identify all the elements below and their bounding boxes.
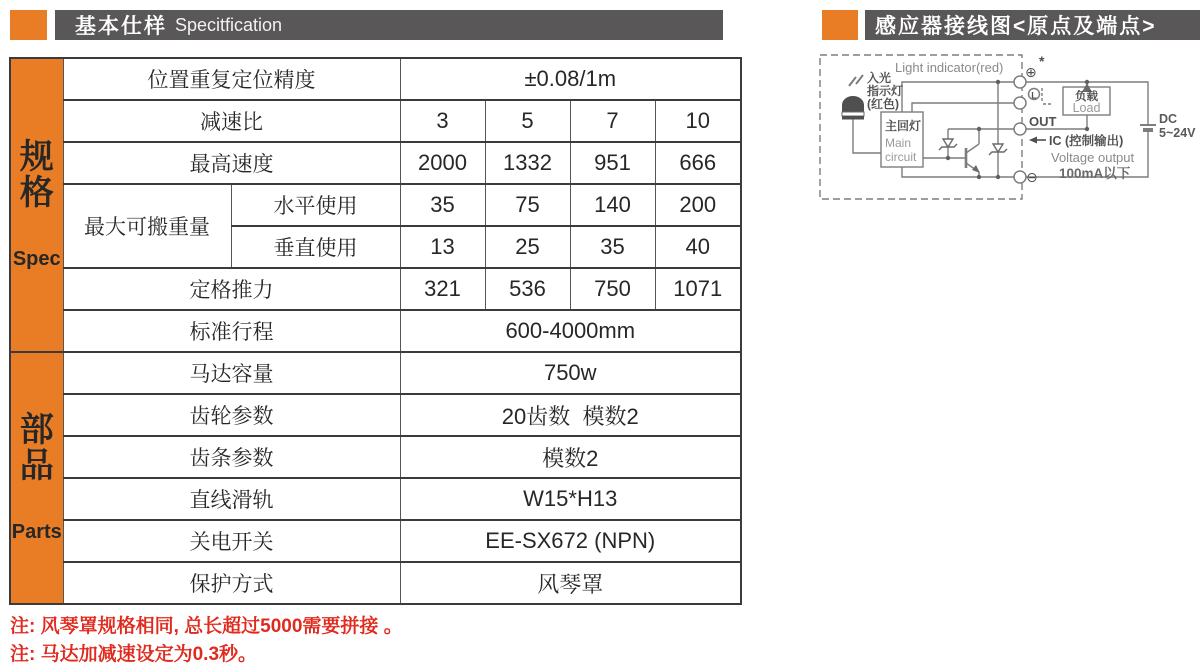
- band-parts-zh: 部品: [19, 410, 54, 485]
- row-value: 600-4000mm: [400, 310, 741, 352]
- row-value: 140: [570, 184, 655, 226]
- table-row: [10, 478, 741, 520]
- row-value: 75: [485, 184, 570, 226]
- table-row: [10, 436, 741, 478]
- row-value: 40: [655, 226, 741, 268]
- led-label: 指示灯: [867, 84, 904, 98]
- current-limit-label: 100mA以下: [1059, 166, 1131, 181]
- table-row: [10, 58, 741, 100]
- zener-diode-icon: [993, 144, 1003, 152]
- zener-diode-icon: [943, 139, 953, 147]
- table-row: [10, 562, 741, 604]
- row-value: 951: [570, 142, 655, 184]
- row-label: 齿条参数: [63, 436, 400, 478]
- row-value: 750w: [400, 352, 741, 394]
- led-indicator-icon: [842, 96, 864, 120]
- terminal-minus-symbol: ⊖: [1026, 169, 1038, 185]
- row-value: 35: [400, 184, 485, 226]
- table-row: [10, 310, 741, 352]
- wiring-header-title: 感应器接线图<原点及端点>: [875, 15, 1157, 38]
- row-label: 齿轮参数: [63, 394, 400, 436]
- row-value: EE-SX672 (NPN): [400, 520, 741, 562]
- row-value: 666: [655, 142, 741, 184]
- row-label: 马达容量: [63, 352, 400, 394]
- terminal-out-circle: [1014, 123, 1026, 135]
- row-value: 13: [400, 226, 485, 268]
- row-label: 位置重复定位精度: [63, 58, 400, 100]
- row-value: 25: [485, 226, 570, 268]
- row-value: 7: [570, 100, 655, 142]
- light-indicator-label: Light indicator(red): [895, 60, 1004, 75]
- terminal-l-circle: [1014, 97, 1026, 109]
- spec-header-bar: [55, 10, 723, 40]
- band-parts-en: Parts: [11, 521, 62, 544]
- sidebar-band-spec: [10, 58, 63, 352]
- dc-label: DC: [1159, 112, 1178, 126]
- row-value: 10: [655, 100, 741, 142]
- terminal-l-symbol: L: [1031, 90, 1037, 101]
- row-label: 最高速度: [63, 142, 400, 184]
- led-label: 入光: [867, 71, 892, 85]
- row-label: 保护方式: [63, 562, 400, 604]
- row-value: W15*H13: [400, 478, 741, 520]
- row-value: 模数2: [400, 436, 741, 478]
- wiring-header-bar: [865, 10, 1200, 40]
- table-row: [10, 268, 741, 310]
- table-row: [10, 184, 741, 226]
- emitter-arrow: [972, 165, 980, 173]
- band-spec-en: Spec: [12, 248, 61, 271]
- spec-table: [9, 57, 742, 605]
- footnotes: [10, 613, 403, 669]
- row-label: 最大可搬重量: [63, 184, 231, 268]
- row-value: 风琴罩: [400, 562, 741, 604]
- row-sublabel: 水平使用: [231, 184, 400, 226]
- row-value: 536: [485, 268, 570, 310]
- row-label: 定格推力: [63, 268, 400, 310]
- ic-arrow: [1029, 137, 1037, 144]
- row-value: 200: [655, 184, 741, 226]
- light-ray-icon: [856, 75, 863, 84]
- row-value: 321: [400, 268, 485, 310]
- row-label: 减速比: [63, 100, 400, 142]
- table-row: [10, 520, 741, 562]
- row-label: 标准行程: [63, 310, 400, 352]
- row-value: 20齿数 模数2: [400, 394, 741, 436]
- main-circuit-label-en: Main: [885, 136, 912, 150]
- spec-header-title-en: Specitfication: [175, 14, 283, 35]
- ic-output-label: IC (控制输出): [1049, 134, 1124, 148]
- sidebar-band-parts: [10, 352, 63, 604]
- load-label-en: Load: [1072, 101, 1101, 115]
- row-value: 1071: [655, 268, 741, 310]
- row-value: 2000: [400, 142, 485, 184]
- row-value: 750: [570, 268, 655, 310]
- table-row: [10, 100, 741, 142]
- out-label: OUT: [1029, 114, 1057, 129]
- wiring-diagram: [815, 50, 1200, 255]
- led-label: (红色): [867, 97, 899, 111]
- wiring-header-accent-square: [822, 10, 858, 40]
- spec-header-accent-square: [10, 10, 47, 40]
- row-sublabel: 垂直使用: [231, 226, 400, 268]
- dc-voltage-label: 5~24V: [1159, 126, 1196, 140]
- main-circuit-label-zh: 主回灯: [885, 119, 922, 133]
- band-spec-zh: 规格: [19, 137, 54, 212]
- asterisk-mark: *: [1039, 53, 1045, 69]
- row-value: ±0.08/1m: [400, 58, 741, 100]
- row-value: 5: [485, 100, 570, 142]
- terminal-plus-symbol: ⊕: [1025, 64, 1037, 80]
- voltage-output-label: Voltage output: [1051, 150, 1135, 165]
- row-value: 35: [570, 226, 655, 268]
- table-row: [10, 142, 741, 184]
- load-label-zh: 负载: [1075, 91, 1098, 103]
- terminal-minus-circle: [1014, 171, 1026, 183]
- spec-header-title-zh: 基本仕样: [75, 15, 167, 38]
- row-label: 关电开关: [63, 520, 400, 562]
- main-circuit-label-en: circuit: [885, 150, 917, 164]
- light-ray-icon: [849, 77, 856, 86]
- table-row: [10, 352, 741, 394]
- row-value: 3: [400, 100, 485, 142]
- note-line: 注: 风琴罩规格相同, 总长超过5000需要拼接 。: [10, 616, 403, 637]
- note-line: 注: 马达加减速设定为0.3秒。: [10, 644, 258, 665]
- row-value: 1332: [485, 142, 570, 184]
- table-row: [10, 394, 741, 436]
- row-label: 直线滑轨: [63, 478, 400, 520]
